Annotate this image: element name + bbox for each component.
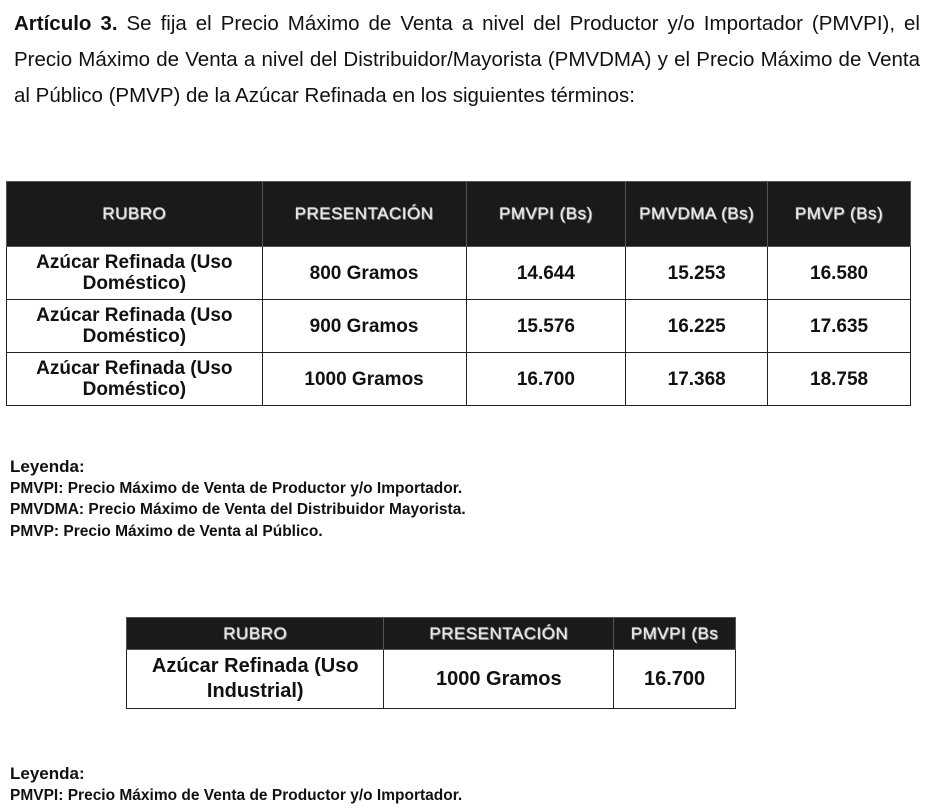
table-row [7, 247, 911, 300]
legend-item-pmvp: PMVP: Precio Máximo de Venta al Público. [10, 522, 323, 540]
header-rubro: RUBRO [7, 182, 263, 247]
cell-presentacion: 800 Gramos [262, 247, 466, 300]
legend-title: Leyenda: [10, 457, 85, 476]
header-rubro: RUBRO [127, 618, 384, 650]
cell-pmvp: 16.580 [768, 247, 911, 300]
legend-industrial [10, 763, 462, 806]
header-pmvdma: PMVDMA (Bs) [626, 182, 768, 247]
header-presentacion: PRESENTACIÓN [384, 618, 614, 650]
price-table-industrial [126, 617, 736, 709]
legend-item-pmvpi: PMVPI: Precio Máximo de Venta de Productor y/o Importador. [10, 786, 463, 804]
header-pmvpi: PMVPI (Bs [614, 618, 736, 650]
legend-item-pmvpi: PMVPI: Precio Máximo de Venta de Productor y/o Importador. [10, 479, 463, 497]
legend-domestic [10, 456, 466, 542]
legend-title: Leyenda: [10, 764, 85, 783]
header-pmvpi: PMVPI (Bs) [466, 182, 626, 247]
table-row [7, 300, 911, 353]
header-pmvp: PMVP (Bs) [768, 182, 911, 247]
article-body: Se fija el Precio Máximo de Venta a nivel del Productor y/o Importador (PMVPI), el Precio Máximo de Venta a nivel del Distribuidor/Mayorista (PMVDMA) y el Precio Máximo de Venta al Público (PMVP) de la Azúcar Refinada en los siguientes términos: [14, 12, 920, 107]
article-paragraph [14, 6, 920, 114]
cell-presentacion: 900 Gramos [262, 300, 466, 353]
legend-item-pmvdma: PMVDMA: Precio Máximo de Venta del Distribuidor Mayorista. [10, 501, 466, 518]
table-row [7, 353, 911, 406]
cell-rubro: Azúcar Refinada (Uso Industrial) [127, 650, 384, 709]
cell-presentacion: 1000 Gramos [384, 650, 614, 709]
cell-presentacion: 1000 Gramos [262, 353, 466, 406]
cell-pmvp: 17.635 [768, 300, 911, 353]
cell-pmvdma: 15.253 [626, 247, 768, 300]
article-heading: Artículo 3. [14, 12, 118, 35]
table-row [127, 650, 736, 709]
price-table-domestic [6, 181, 911, 406]
table-header-row [7, 182, 911, 247]
cell-pmvpi: 14.644 [466, 247, 626, 300]
cell-pmvdma: 16.225 [626, 300, 768, 353]
table-header-row [127, 618, 736, 650]
cell-rubro: Azúcar Refinada (Uso Doméstico) [7, 300, 263, 353]
header-presentacion: PRESENTACIÓN [262, 182, 466, 247]
cell-pmvpi: 16.700 [614, 650, 736, 709]
cell-rubro: Azúcar Refinada (Uso Doméstico) [7, 353, 263, 406]
cell-pmvp: 18.758 [768, 353, 911, 406]
cell-pmvdma: 17.368 [626, 353, 768, 406]
cell-pmvpi: 15.576 [466, 300, 626, 353]
cell-pmvpi: 16.700 [466, 353, 626, 406]
cell-rubro: Azúcar Refinada (Uso Doméstico) [7, 247, 263, 300]
